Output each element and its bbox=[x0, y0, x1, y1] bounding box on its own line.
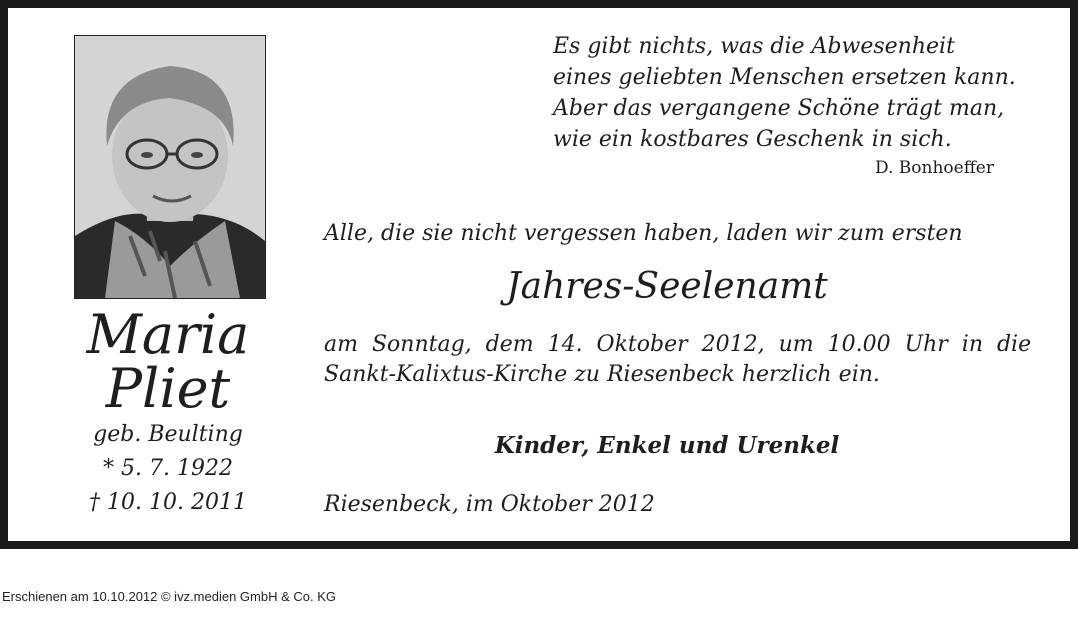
quote-line: Aber das vergangene Schöne trägt man, bbox=[553, 96, 1005, 121]
birth-date: * 5. 7. 1922 bbox=[103, 456, 233, 481]
quote-line: wie ein kostbares Geschenk in sich. bbox=[553, 127, 952, 152]
quote-author: D. Bonhoeffer bbox=[874, 158, 994, 178]
event-details-line: Sankt-Kalixtus-Kirche zu Riesenbeck herzlich ein. bbox=[324, 362, 880, 387]
quote-line: eines geliebten Menschen ersetzen kann. bbox=[553, 65, 1016, 90]
event-title: Jahres-Seelenamt bbox=[506, 266, 828, 307]
family-signature: Kinder, Enkel und Urenkel bbox=[494, 432, 840, 459]
invitation-intro: Alle, die sie nicht vergessen haben, laden wir zum ersten bbox=[324, 221, 963, 246]
place-date: Riesenbeck, im Oktober 2012 bbox=[324, 492, 655, 517]
death-date: † 10. 10. 2011 bbox=[89, 490, 247, 515]
publication-footer: Erschienen am 10.10.2012 © ivz.medien GmbH & Co. KG bbox=[2, 589, 337, 604]
quote bbox=[553, 31, 1016, 155]
portrait-photo bbox=[74, 35, 266, 299]
quote-line: Es gibt nichts, was die Abwesenheit bbox=[553, 34, 955, 59]
deceased-last-name: Pliet bbox=[105, 357, 231, 420]
born-name: geb. Beulting bbox=[93, 422, 243, 447]
portrait-icon bbox=[75, 36, 265, 298]
event-details-line: am Sonntag, dem 14. Oktober 2012, um 10.00 Uhr in die bbox=[324, 332, 1032, 357]
deceased-first-name: Maria bbox=[86, 303, 250, 366]
event-details bbox=[324, 330, 1032, 390]
